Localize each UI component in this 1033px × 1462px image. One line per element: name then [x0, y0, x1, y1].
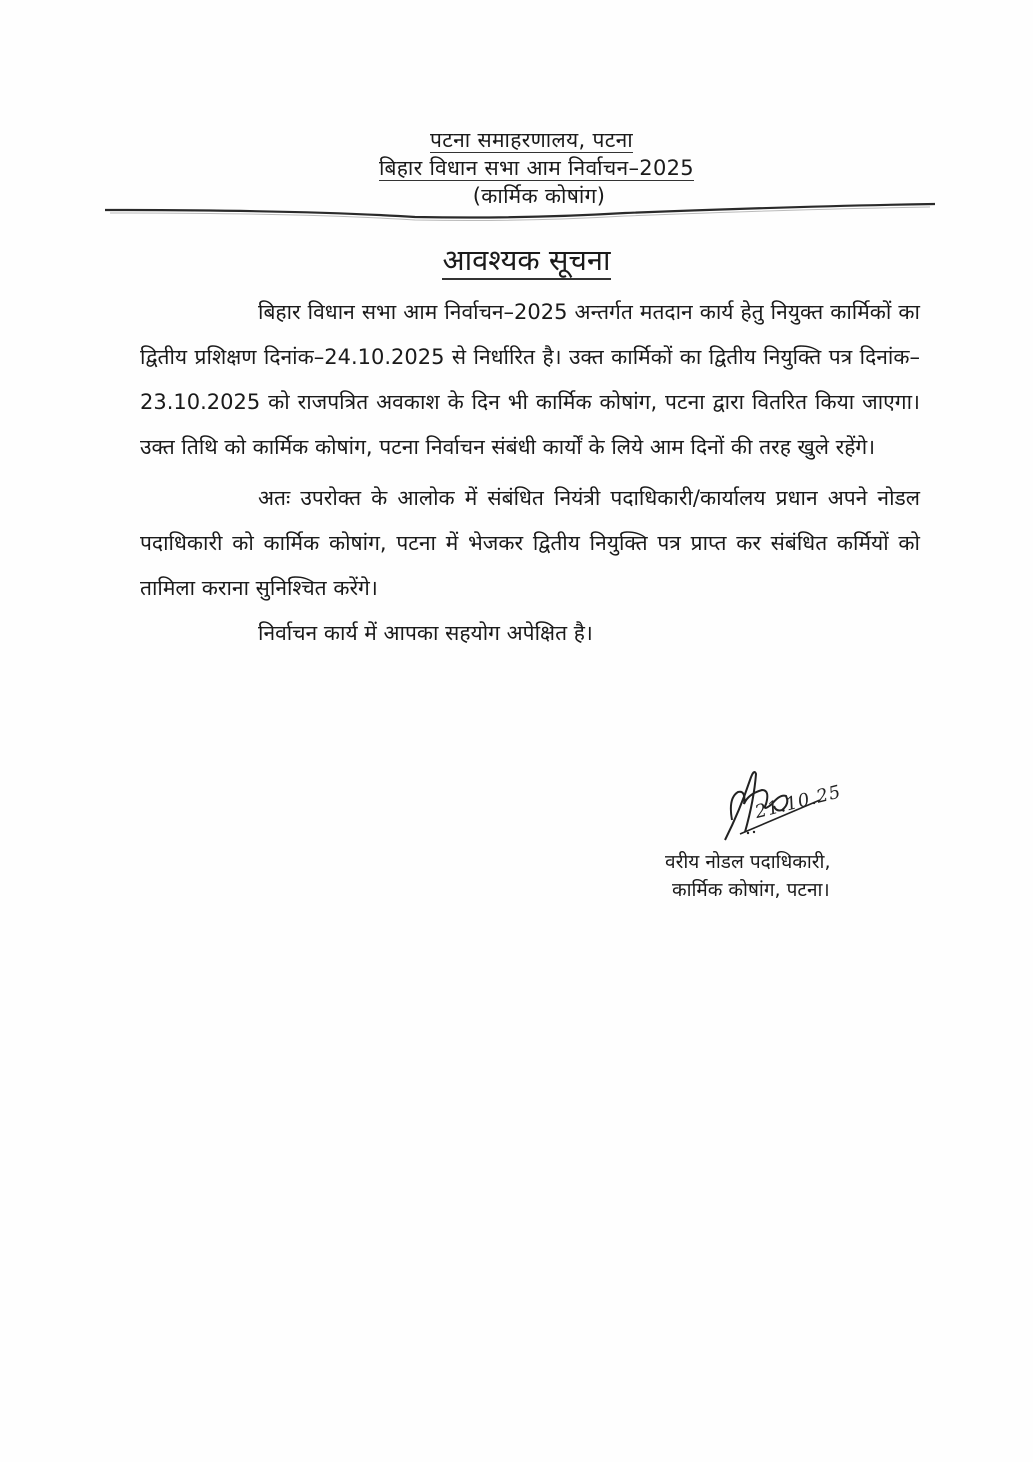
designation-line-2: कार्मिक कोषांग, पटना। — [672, 879, 830, 901]
cell-name: (कार्मिक कोषांग) — [472, 184, 606, 208]
signatory-designation — [665, 848, 831, 904]
signature-block — [640, 760, 900, 910]
letterhead-divider — [105, 196, 935, 226]
signature-date: 21.10.25 — [752, 781, 844, 823]
office-name: पटना समाहरणालय, पटना — [429, 128, 633, 152]
notice-body — [140, 290, 920, 656]
election-title: बिहार विधान सभा आम निर्वाचन–2025 — [379, 156, 694, 180]
closing-line: निर्वाचन कार्य में आपका सहयोग अपेक्षित है। — [258, 621, 593, 645]
notice-title: आवश्यक सूचना — [0, 242, 1033, 278]
designation-line-1: वरीय नोडल पदाधिकारी, — [665, 851, 831, 873]
notice-paragraph-1: बिहार विधान सभा आम निर्वाचन–2025 अन्तर्गत मतदान कार्य हेतु नियुक्त कार्मिकों का द्वितीय प्रशिक्षण दिनांक–24.10.2025 से निर्धारित है। उक्त कार्मिकों का द्वितीय नियुक्ति पत्र दिनांक–23.10.2025 को राजपत्रित अवकाश के दिन भी कार्मिक कोषांग, पटना द्वारा वितरित किया जाएगा। उक्त तिथि को कार्मिक कोषांग, पटना निर्वाचन संबंधी कार्यों के लिये आम दिनों की तरह खुले रहेंगे। — [140, 300, 920, 459]
notice-paragraph-2: अतः उपरोक्त के आलोक में संबंधित नियंत्री पदाधिकारी/कार्यालय प्रधान अपने नोडल पदाधिकारी को कार्मिक कोषांग, पटना में भेजकर द्वितीय नियुक्ति पत्र प्राप्त कर संबंधित कर्मियों को तामिला कराना सुनिश्चित करेंगे। — [140, 486, 920, 600]
